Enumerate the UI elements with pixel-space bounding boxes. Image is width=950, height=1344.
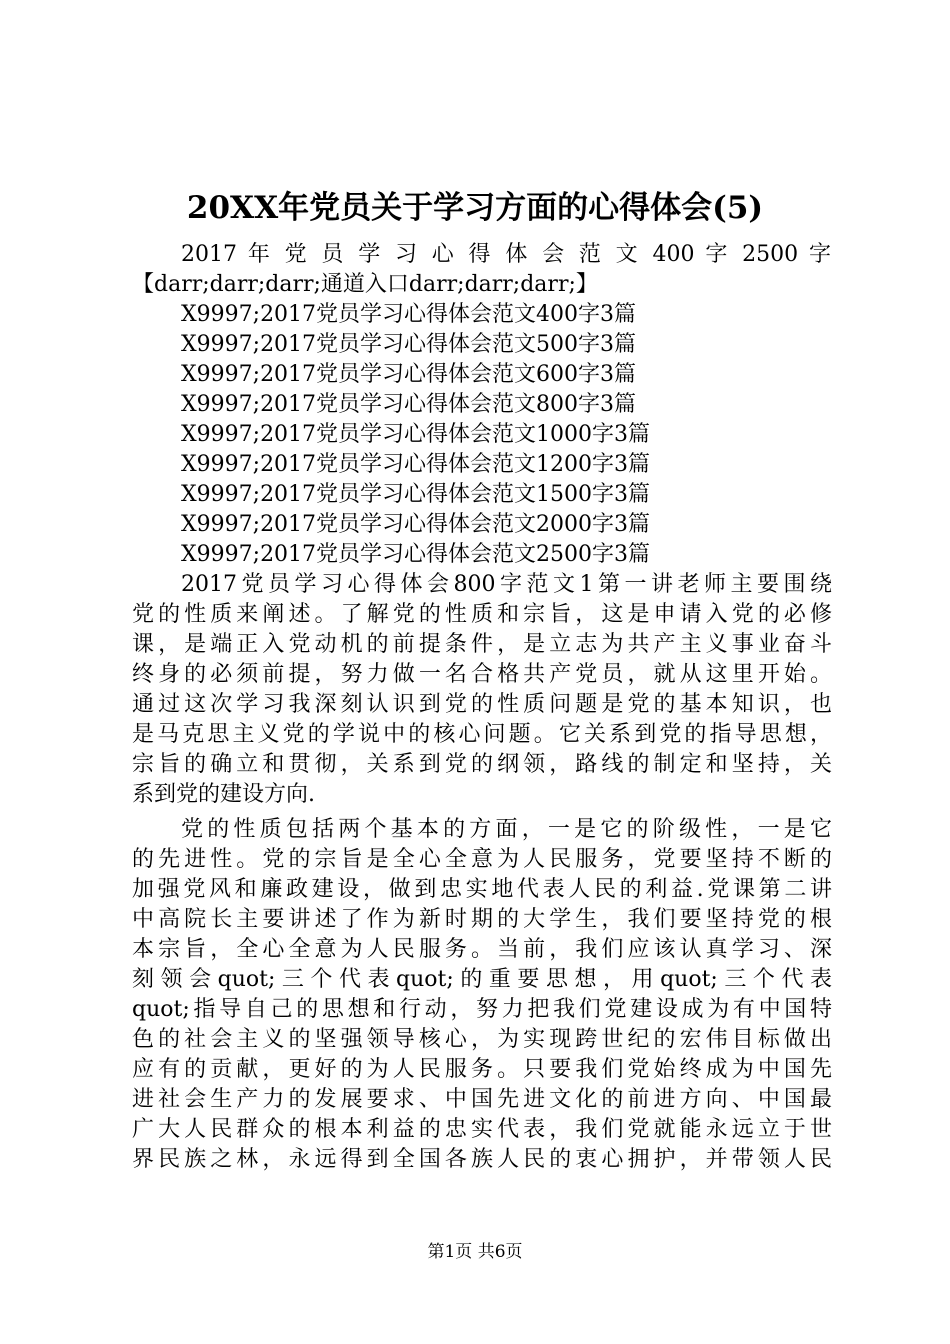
- paragraph-line: 界民族之林，永远得到全国各族人民的衷心拥护，并带领人民: [132, 1147, 832, 1172]
- essay-link[interactable]: X9997;2017党员学习心得体会范文1000字3篇: [181, 422, 651, 447]
- intro-line: 2017 年 党 员 学 习 心 得 体 会 范 文 400 字 2500 字: [181, 242, 831, 267]
- paragraph-line: 终身的必须前提，努力做一名合格共产党员，就从这里开始。: [132, 662, 832, 687]
- essay-link[interactable]: X9997;2017党员学习心得体会范文2000字3篇: [181, 512, 651, 537]
- essay-link[interactable]: X9997;2017党员学习心得体会范文500字3篇: [181, 332, 637, 357]
- paragraph-line: 2017党员学习心得体会800字范文1第一讲老师主要围绕: [181, 572, 832, 597]
- paragraph-line: 应有的贡献，更好的为人民服务。只要我们党始终成为中国先: [132, 1057, 832, 1082]
- paragraph-line: 本宗旨，全心全意为人民服务。当前，我们应该认真学习、深: [132, 937, 832, 962]
- paragraph-line: 中高院长主要讲述了作为新时期的大学生，我们要坚持党的根: [132, 907, 832, 932]
- paragraph-line: 刻领会quot;三个代表quot;的重要思想，用quot;三个代表: [132, 967, 832, 992]
- paragraph-line: 进社会生产力的发展要求、中国先进文化的前进方向、中国最: [132, 1087, 832, 1112]
- paragraph-line: 系到党的建设方向.: [132, 782, 315, 807]
- paragraph-line: 加强党风和廉政建设，做到忠实地代表人民的利益.党课第二讲: [132, 877, 832, 902]
- paragraph-line: 是马克思主义党的学说中的核心问题。它关系到党的指导思想，: [132, 722, 832, 747]
- paragraph-line: 党的性质来阐述。了解党的性质和宗旨，这是申请入党的必修: [132, 602, 832, 627]
- essay-link[interactable]: X9997;2017党员学习心得体会范文1500字3篇: [181, 482, 651, 507]
- paragraph-line: 宗旨的确立和贯彻，关系到党的纲领，路线的制定和坚持，关: [132, 752, 832, 777]
- paragraph-line: 广大人民群众的根本利益的忠实代表，我们党就能永远立于世: [132, 1117, 832, 1142]
- essay-link[interactable]: X9997;2017党员学习心得体会范文2500字3篇: [181, 542, 651, 567]
- document-title: 20XX年党员关于学习方面的心得体会(5): [186, 190, 764, 226]
- entry-arrow-line: 【darr;darr;darr;通道入口darr;darr;darr;】: [132, 272, 598, 297]
- paragraph-line: quot;指导自己的思想和行动，努力把我们党建设成为有中国特: [132, 997, 832, 1022]
- essay-link[interactable]: X9997;2017党员学习心得体会范文800字3篇: [181, 392, 637, 417]
- paragraph-line: 的先进性。党的宗旨是全心全意为人民服务，党要坚持不断的: [132, 847, 832, 872]
- essay-link[interactable]: X9997;2017党员学习心得体会范文600字3篇: [181, 362, 637, 387]
- essay-link[interactable]: X9997;2017党员学习心得体会范文400字3篇: [181, 302, 637, 327]
- paragraph-line: 通过这次学习我深刻认识到党的性质问题是党的基本知识，也: [132, 692, 832, 717]
- essay-link[interactable]: X9997;2017党员学习心得体会范文1200字3篇: [181, 452, 651, 477]
- paragraph-line: 色的社会主义的坚强领导核心，为实现跨世纪的宏伟目标做出: [132, 1027, 832, 1052]
- paragraph-line: 党的性质包括两个基本的方面，一是它的阶级性，一是它: [181, 817, 832, 842]
- page-footer: 第1页 共6页: [427, 1242, 523, 1262]
- paragraph-line: 课，是端正入党动机的前提条件，是立志为共产主义事业奋斗: [132, 632, 832, 657]
